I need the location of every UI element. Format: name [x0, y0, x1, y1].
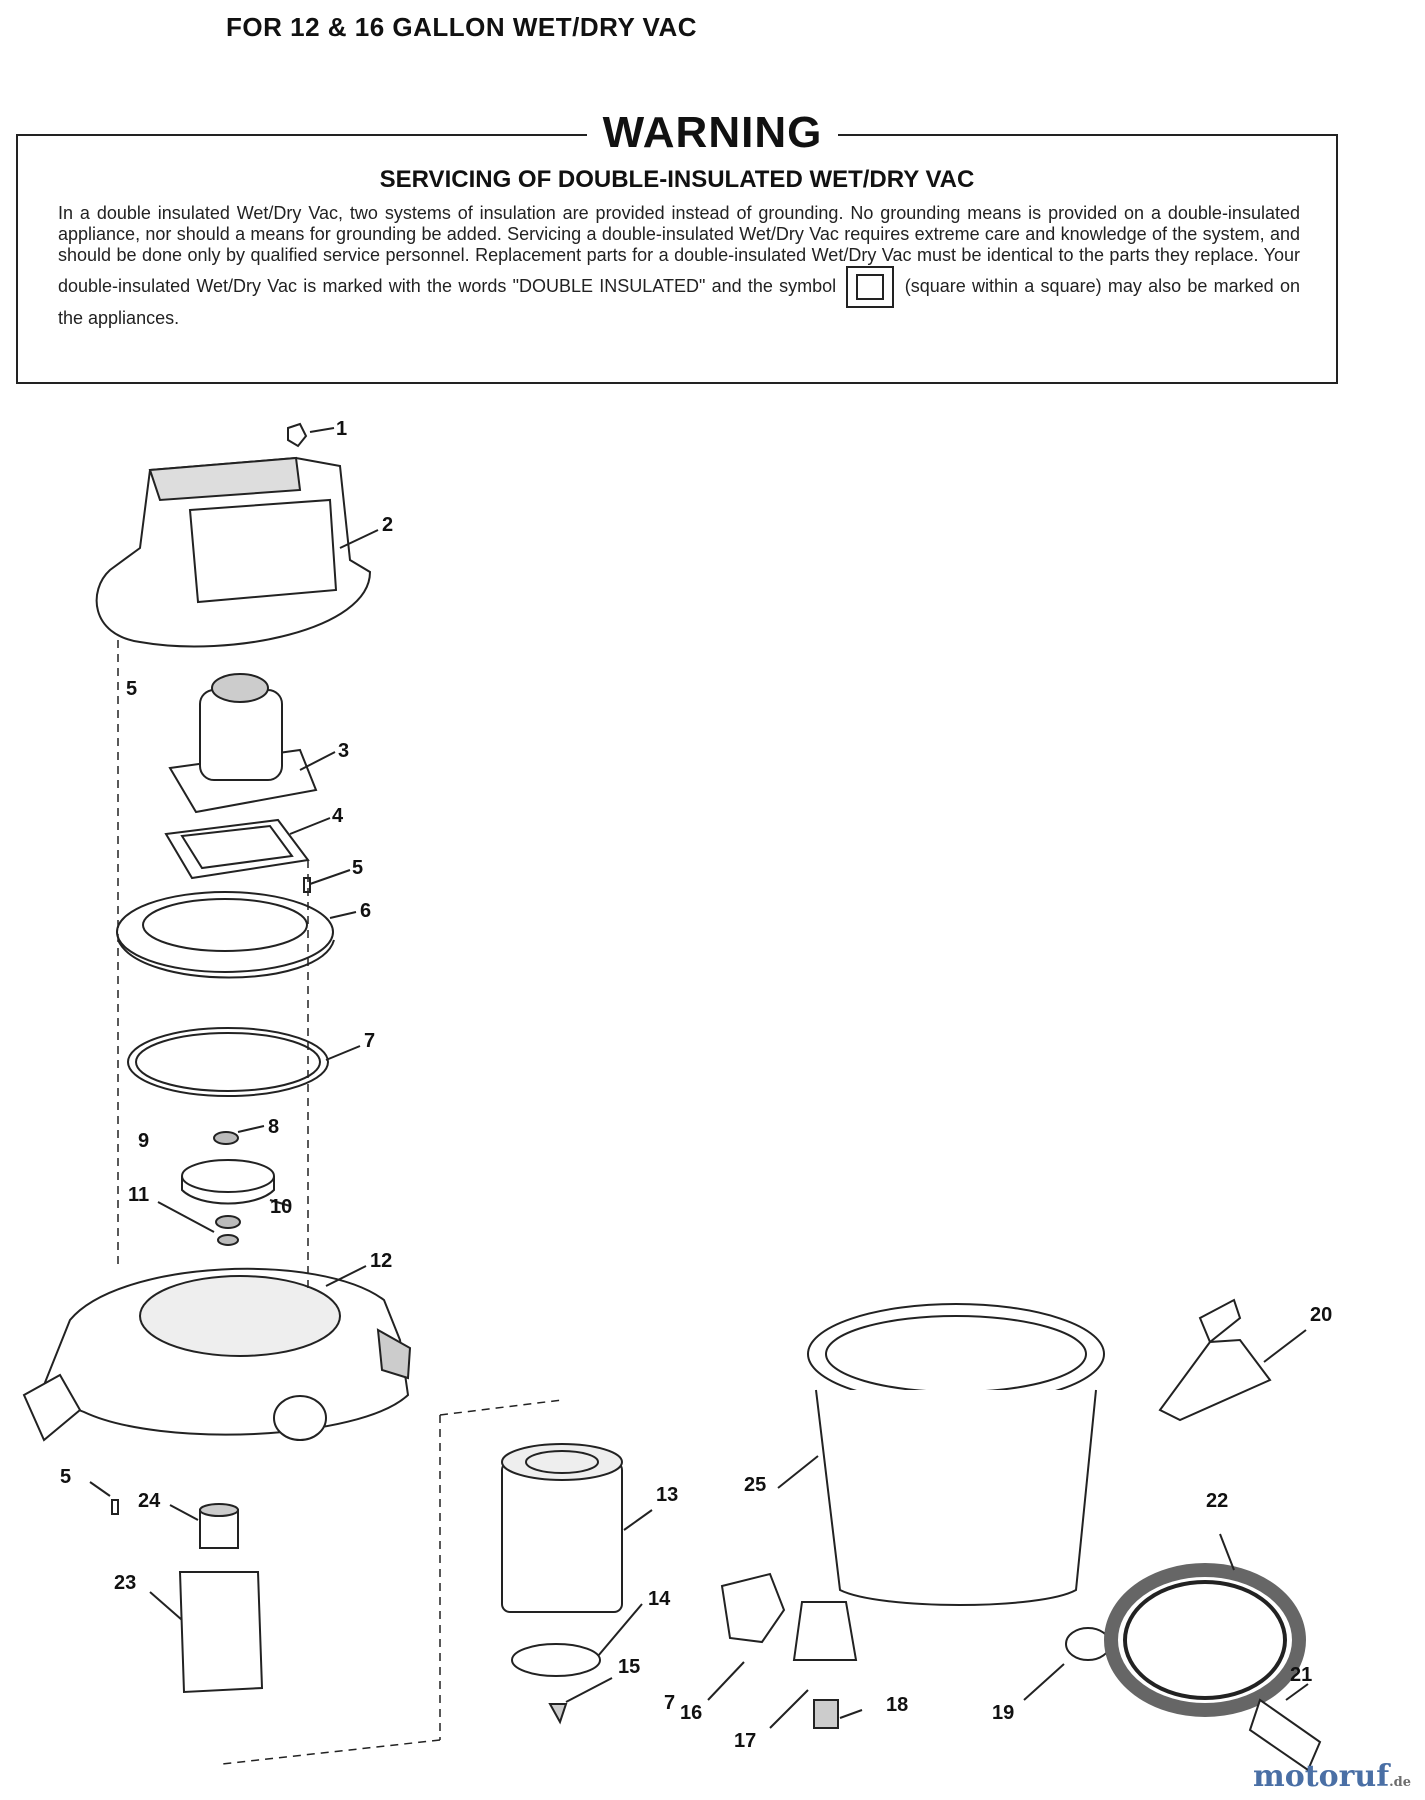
callout-24: 24 — [138, 1490, 161, 1512]
part-13-cartridge-filter — [502, 1444, 652, 1612]
page-title: FOR 12 & 16 GALLON WET/DRY VAC — [226, 12, 698, 42]
callout-22: 22 — [1206, 1490, 1229, 1512]
part-5-bottom-screw — [90, 1482, 118, 1514]
callout-11: 11 — [128, 1184, 150, 1206]
part-4-gasket — [166, 818, 330, 878]
warning-heading: WARNING — [0, 108, 1425, 158]
callout-5c: 5 — [60, 1466, 72, 1488]
part-6-filter-cage — [117, 892, 356, 978]
part-5-screw — [304, 870, 350, 892]
callout-6: 6 — [360, 900, 372, 922]
callout-25: 25 — [744, 1474, 767, 1496]
callout-16: 16 — [680, 1702, 703, 1724]
warning-body-text-1: In a double insulated Wet/Dry Vac, two systems of insulation are provided instead of grounding. No grounding means is provided on a double-insulated appliance, nor should a means for grounding be added. Servicing a double-insulated Wet/Dry Vac requires extreme care and knowledge of the system, and should be done only by qualified service personnel. Replacement parts for a double-insulated Wet/Dry Vac must be identical to the parts they replace. Your double-insulated Wet/Dry Vac is marked with the words "DOUBLE INSULATED" and the symbol — [58, 203, 1300, 296]
callout-14: 14 — [648, 1588, 671, 1610]
callout-4: 4 — [332, 805, 344, 827]
part-20-floor-nozzle — [1160, 1300, 1306, 1420]
callout-21: 21 — [1290, 1664, 1313, 1686]
callout-5a: 5 — [126, 678, 138, 700]
warning-subtitle: SERVICING OF DOUBLE-INSULATED WET/DRY VAC — [379, 166, 975, 193]
callout-18: 18 — [886, 1694, 909, 1716]
callout-5b: 5 — [352, 857, 364, 879]
warning-body-text-2: (square within a square) may also be marked on the appliances. — [58, 275, 1300, 328]
part-1-cap — [288, 424, 334, 446]
callout-7b: 7 — [664, 1692, 676, 1714]
callout-23: 23 — [114, 1572, 137, 1594]
part-25-drum — [778, 1304, 1104, 1605]
part-8-9-10-11-float — [158, 1126, 293, 1245]
callout-20: 20 — [1310, 1304, 1333, 1326]
callout-9: 9 — [138, 1130, 150, 1152]
callout-1: 1 — [336, 418, 348, 440]
callout-15: 15 — [618, 1656, 641, 1678]
callout-10: 10 — [270, 1196, 293, 1218]
watermark: motoruf.de — [1252, 1759, 1411, 1794]
callout-3: 3 — [338, 740, 350, 762]
part-7-gasket-ring — [128, 1028, 360, 1096]
callout-13: 13 — [656, 1484, 679, 1506]
callout-8: 8 — [268, 1116, 280, 1138]
part-23-24-foam-filter — [150, 1504, 262, 1692]
part-12-lid — [24, 1266, 410, 1440]
callout-2: 2 — [382, 514, 394, 536]
callout-7a: 7 — [364, 1030, 376, 1052]
callout-19: 19 — [992, 1702, 1015, 1724]
part-21-22-hose — [1111, 1534, 1320, 1770]
callout-17: 17 — [734, 1730, 757, 1752]
part-2-motor-cover — [97, 458, 378, 646]
callout-12: 12 — [370, 1250, 393, 1272]
part-3-motor — [170, 674, 335, 812]
